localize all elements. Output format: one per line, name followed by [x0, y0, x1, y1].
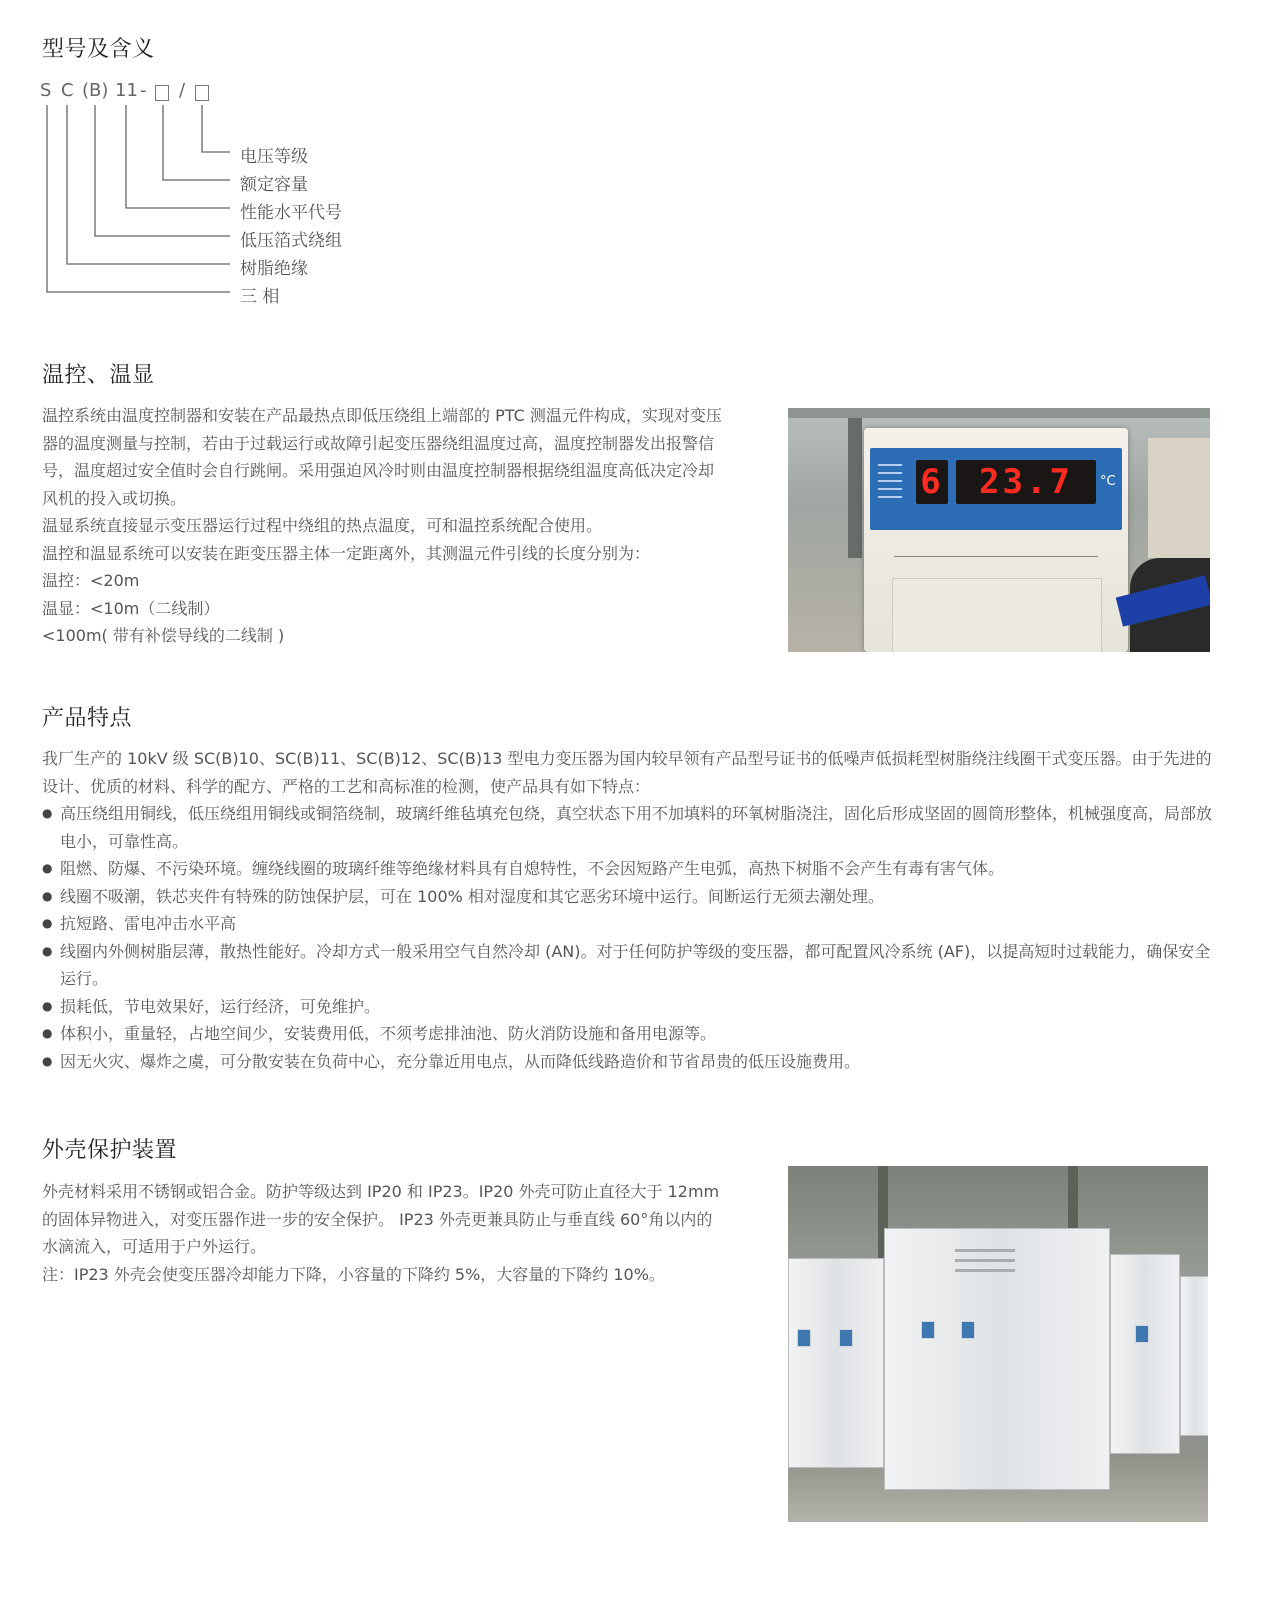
code-capacity-box	[155, 85, 169, 101]
controller-device	[864, 428, 1128, 652]
meaning-foil-winding: 低压箔式绕组	[240, 231, 342, 251]
enclosure-line: 注：IP23 外壳会使变压器冷却能力下降，小容量的下降约 5%，大容量的下降约 10%。	[42, 1264, 665, 1284]
list-item: ● 抗短路、雷电冲击水平高	[42, 910, 1222, 938]
enclosure-description	[42, 1178, 719, 1288]
code-slash: /	[179, 80, 186, 101]
temperature-line: 温控和温显系统可以安装在距变压器主体一定距离外，其测温元件引线的长度分别为：	[42, 543, 651, 563]
list-item: ● 阻燃、防爆、不污染环境。缠绕线圈的玻璃纤维等绝缘材料具有自熄特性，不会因短路产生电弧，高热下树脂不会产生有毒有害气体。	[42, 855, 1222, 883]
temperature-line: 温控系统由温度控制器和安装在产品最热点即低压绕组上端部的 PTC 测温元件构成，实现对变压	[42, 406, 722, 425]
enclosure-line: 水滴流入，可适用于户外运行。	[42, 1237, 267, 1256]
meaning-performance-code: 性能水平代号	[240, 203, 342, 223]
enclosure-cabinet-far-right	[1180, 1276, 1208, 1436]
list-item: ● 因无火灾、爆炸之虞，可分散安装在负荷中心，充分靠近用电点，从而降低线路造价和节省昂贵的低压设施费用。	[42, 1048, 1222, 1076]
channel-display: 6	[916, 460, 948, 504]
model-code-diagram	[40, 80, 460, 320]
meaning-resin-insulation: 树脂绝缘	[240, 259, 308, 279]
code-dash: -	[140, 80, 147, 101]
meaning-three-phase: 三 相	[240, 287, 280, 307]
temperature-line: 风机的投入或切换。	[42, 488, 187, 508]
section-title-temperature: 温控、温显	[42, 363, 155, 388]
temperature-line: 温控：<20m	[42, 571, 140, 590]
temperature-description	[42, 402, 722, 650]
enclosure-cabinet-center	[884, 1228, 1110, 1490]
list-item: ● 线圈不吸潮，铁芯夹件有特殊的防蚀保护层，可在 100% 相对湿度和其它恶劣环境中运行。间断运行无须去潮处理。	[42, 883, 1222, 911]
features-block	[42, 745, 1222, 1075]
section-title-features: 产品特点	[42, 706, 133, 731]
section-title-enclosure: 外壳保护装置	[42, 1138, 178, 1163]
meaning-rated-capacity: 额定容量	[240, 175, 308, 195]
code-letter-c: C	[61, 80, 74, 101]
controller-display-panel	[870, 448, 1122, 530]
section-title-model: 型号及含义	[42, 37, 155, 62]
temperature-line: 温显：<10m（二线制）	[42, 598, 220, 618]
code-number-11: 11	[115, 80, 138, 101]
code-letter-b: (B)	[82, 80, 109, 101]
temperature-line: 温显系统直接显示变压器运行过程中绕组的热点温度，可和温控系统配合使用。	[42, 516, 603, 535]
enclosure-cabinet-right	[1110, 1254, 1180, 1454]
enclosure-cabinet-left	[788, 1258, 884, 1468]
features-list	[42, 800, 1222, 1075]
meaning-voltage-level: 电压等级	[240, 147, 308, 167]
temperature-display: 23.7	[956, 460, 1096, 504]
features-intro: 我厂生产的 10kV 级 SC(B)10、SC(B)11、SC(B)12、SC(B)13 型电力变压器为国内较早领有产品型号证书的低噪声低损耗型树脂绕注线圈干式变压器。由于先进的设计、优质的材料、科学的配方、严格的工艺和高标准的检测，使产品具有如下特点：	[42, 749, 1212, 796]
list-item: ● 高压绕组用铜线，低压绕组用铜线或铜箔绕制，玻璃纤维毡填充包绕，真空状态下用不加填料的环氧树脂浇注，固化后形成坚固的圆筒形整体，机械强度高，局部放电小，可靠性高。	[42, 800, 1222, 855]
temperature-line: 器的温度测量与控制，若由于过载运行或故障引起变压器绕组温度过高，温度控制器发出报警信	[42, 433, 715, 453]
list-item: ● 损耗低，节电效果好，运行经济，可免维护。	[42, 993, 1222, 1021]
temperature-unit: °C	[1100, 474, 1116, 489]
list-item: ● 体积小，重量轻，占地空间少，安装费用低，不须考虑排油池、防火消防设施和备用电源等。	[42, 1020, 1222, 1048]
code-voltage-box	[195, 85, 209, 101]
enclosure-photo	[788, 1166, 1208, 1522]
enclosure-line: 外壳材料采用不锈钢或铝合金。防护等级达到 IP20 和 IP23。IP20 外壳可防止直径大于 12mm	[42, 1182, 720, 1201]
list-item: ● 线圈内外侧树脂层薄，散热性能好。冷却方式一般采用空气自然冷却 (AN)。对于任何防护等级的变压器，都可配置风冷系统 (AF)，以提高短时过载能力，确保安全运行。	[42, 938, 1222, 993]
temperature-line: <100m( 带有补偿导线的二线制 )	[42, 626, 285, 645]
code-letter-s: S	[40, 80, 52, 101]
temperature-line: 号，温度超过安全值时会自行跳闸。采用强迫风冷时则由温度控制器根据绕组温度高低决定冷却	[42, 461, 715, 480]
temperature-controller-photo	[788, 408, 1210, 652]
enclosure-line: 的固体异物进入，对变压器作进一步的安全保护。 IP23 外壳更兼具防止与垂直线 60°角以内的	[42, 1209, 713, 1229]
